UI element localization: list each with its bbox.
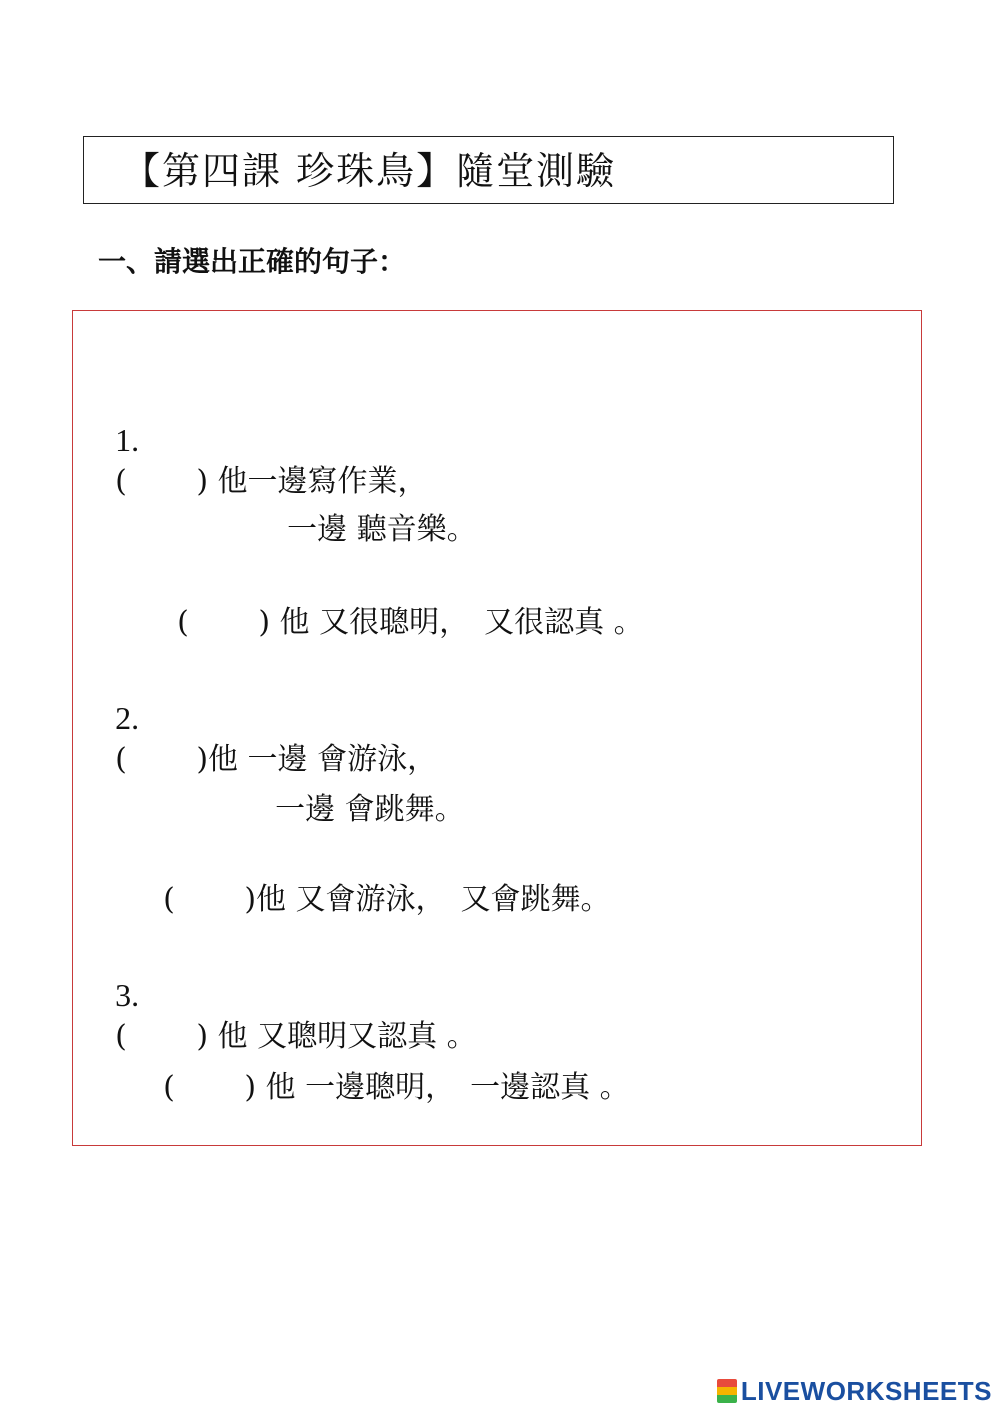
question-3-option-b[interactable] — [144, 1028, 630, 1108]
question-2-option-a-continuation — [256, 750, 465, 830]
instruction-heading: 一、請選出正確的句子： — [98, 245, 407, 278]
liveworksheets-logo — [717, 1376, 992, 1407]
question-2-option-b[interactable] — [144, 840, 611, 920]
liveworksheets-logo-icon — [717, 1379, 737, 1403]
worksheet-title: 【第四課 珍珠鳥】隨堂測驗 — [83, 136, 894, 204]
option-text: ( )他 一邊 會游泳， — [115, 742, 438, 777]
question-1-option-b[interactable] — [158, 563, 644, 643]
question-number: 2. — [115, 700, 140, 736]
option-text: ( ) 他 又聰明又認真 。 — [115, 1019, 477, 1054]
option-text: 一邊 聽音樂。 — [287, 512, 477, 547]
option-text: 一邊 會跳舞。 — [275, 792, 465, 827]
question-1-option-a-continuation — [268, 470, 477, 550]
option-text: ( ) 他一邊寫作業， — [115, 464, 428, 499]
option-text: ( ) 他 又很聰明， 又很認真 。 — [177, 605, 644, 640]
option-text: ( )他 又會游泳， 又會跳舞。 — [163, 882, 611, 917]
brand-name: LIVEWORKSHEETS — [740, 1376, 992, 1406]
question-number: 3. — [115, 977, 140, 1013]
question-number: 1. — [115, 422, 140, 458]
option-text: ( ) 他 一邊聰明， 一邊認真 。 — [163, 1070, 630, 1105]
